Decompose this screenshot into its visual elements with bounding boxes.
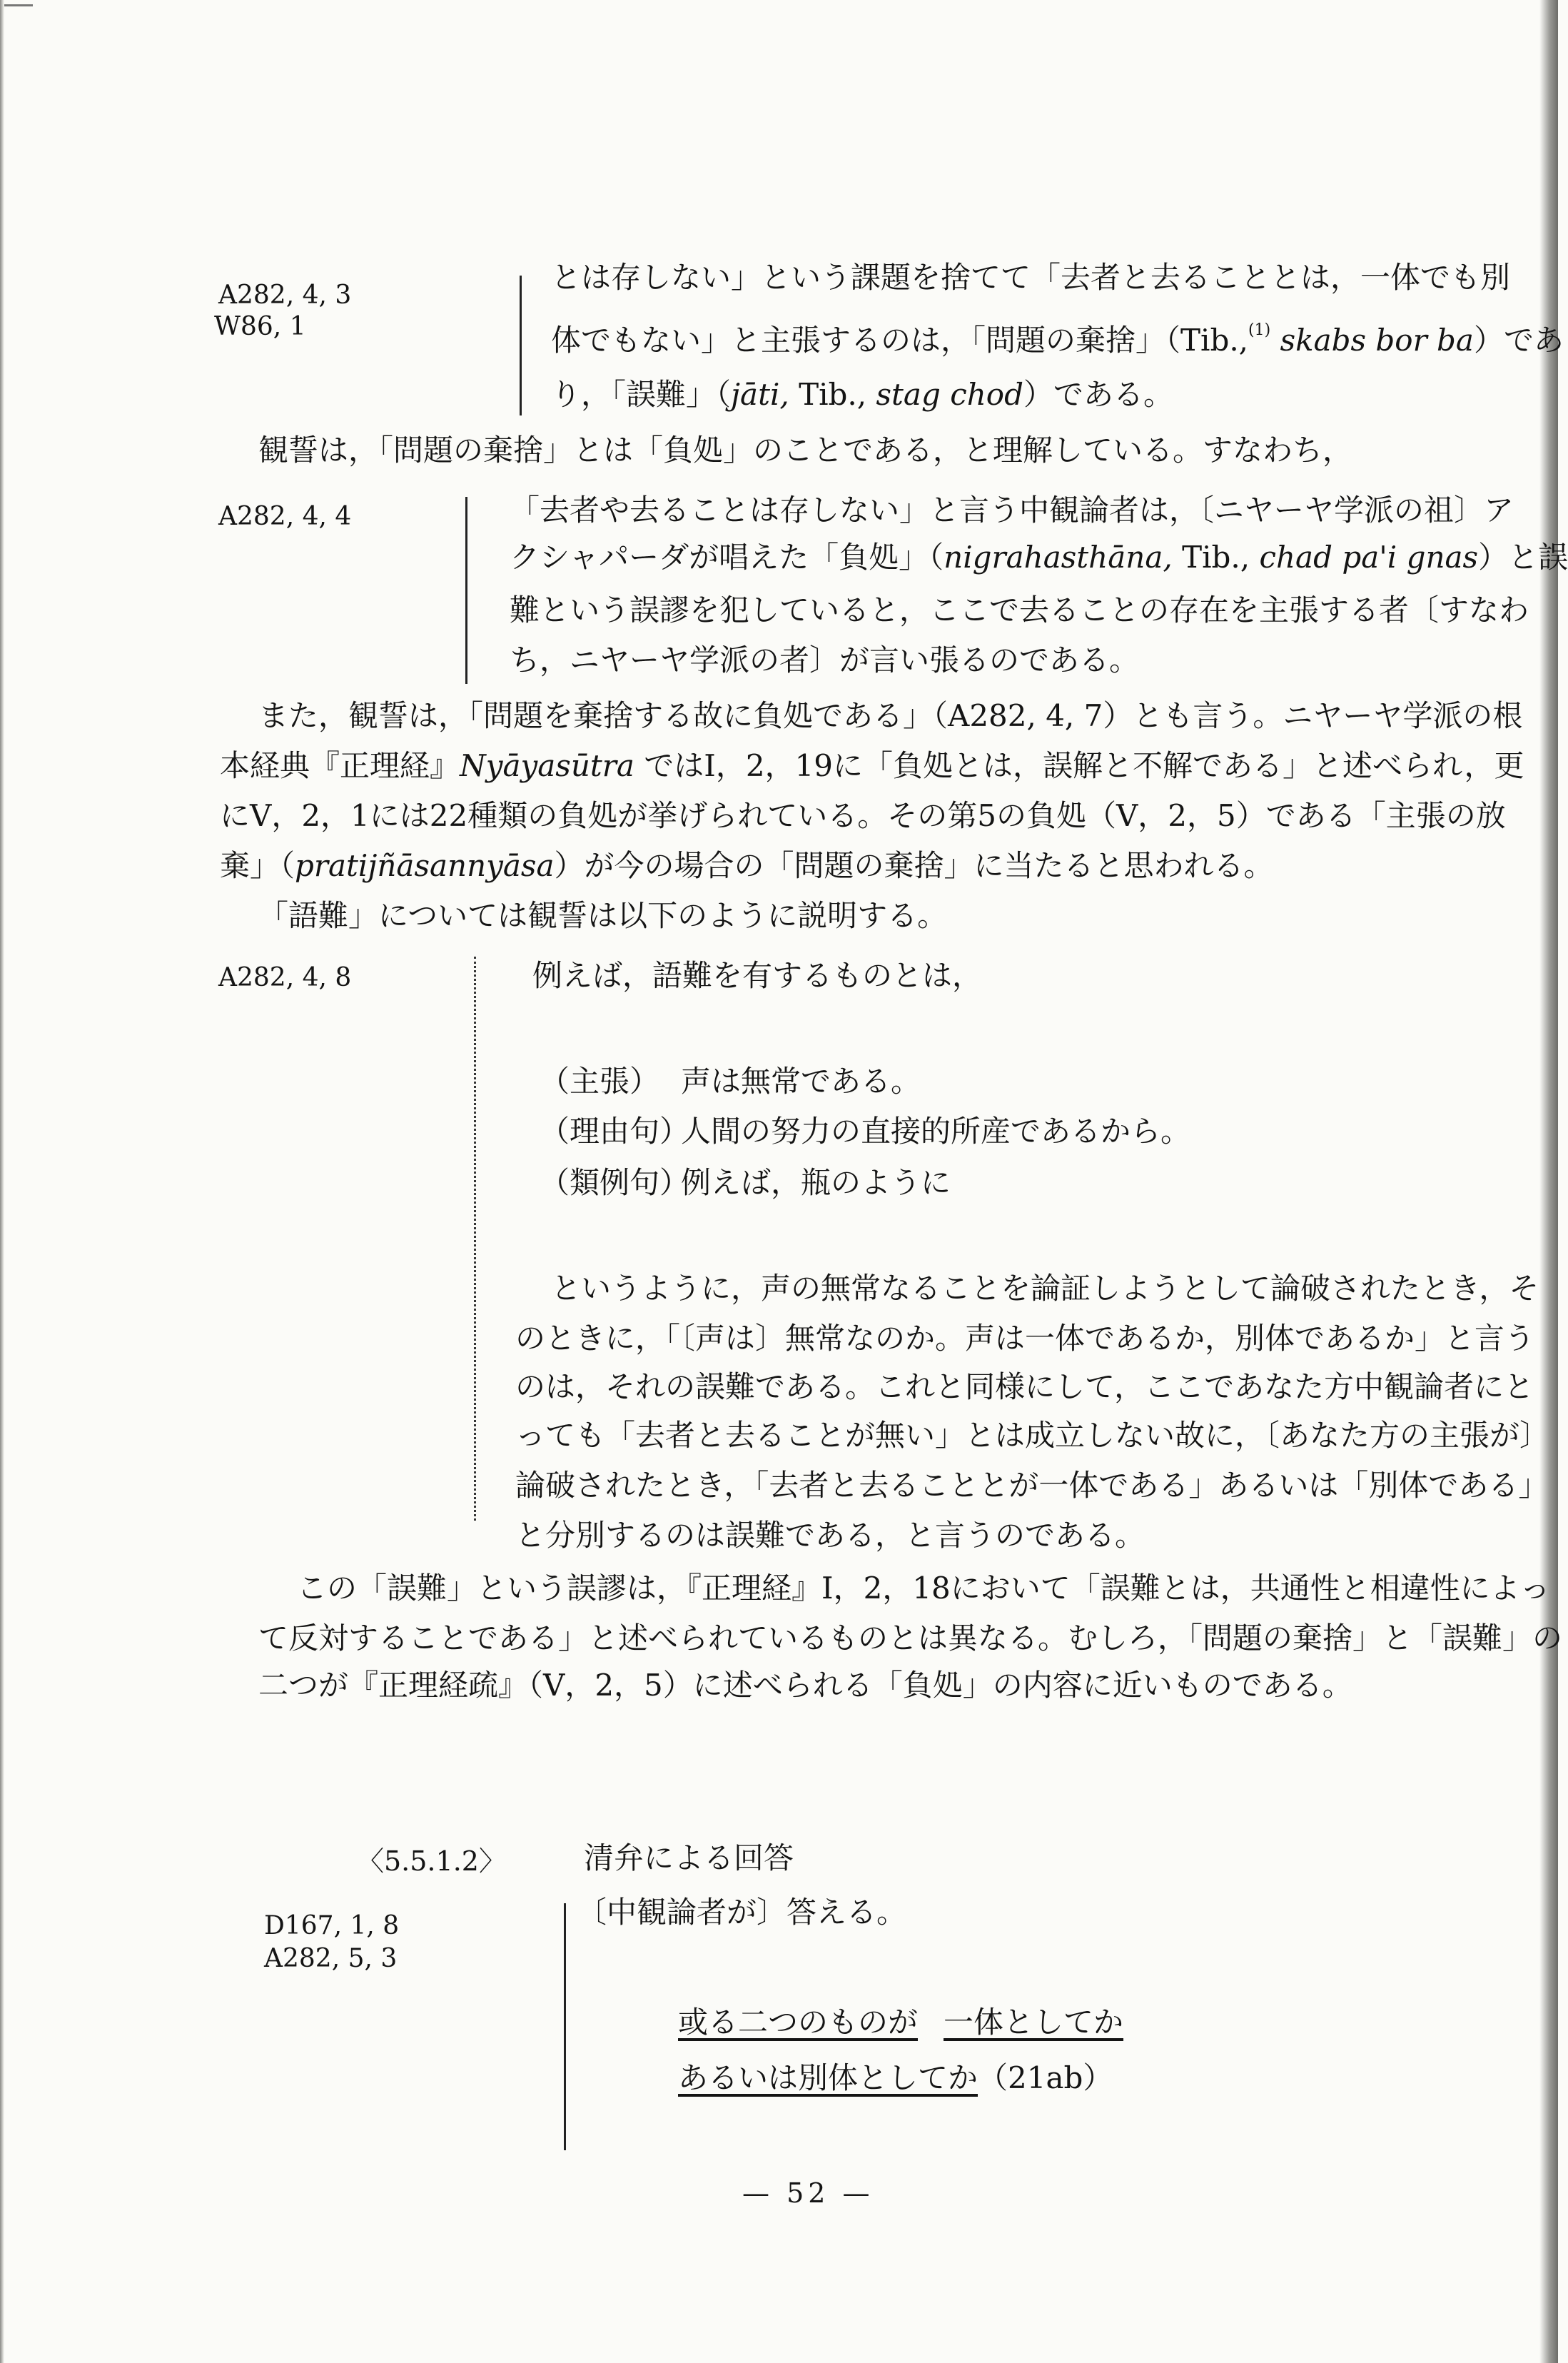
verse-line: あるいは別体としてか（21ab）: [678, 2060, 1113, 2095]
syllogism-text: 声は無常である。: [681, 1064, 921, 1099]
footnote-marker: (1): [1248, 321, 1271, 339]
paragraph-line: また，観誓は，「問題を棄捨する故に負処である」（A282, 4, 7）とも言う。ニヤーヤ学派の根: [258, 698, 1523, 733]
margin-ref: W86, 1: [214, 312, 306, 341]
paragraph-line: 本経典『正理経』Nyāyasūtra ではⅠ，2，19に「負処とは，誤解と不解である」と述べられ，更: [220, 748, 1524, 783]
text-line: 例えば，語難を有するものとは，: [532, 958, 983, 993]
section-title: 清弁による回答: [584, 1840, 794, 1875]
text-line: というように，声の無常なることを論証しようとして論破されたとき，そ: [551, 1271, 1539, 1306]
text-line: 〔中観論者が〕答える。: [577, 1895, 907, 1930]
margin-ref: A282, 4, 8: [218, 963, 352, 992]
text-line: っても「去者と去ることが無い」とは成立しない故に，〔あなた方の主張が〕: [515, 1418, 1550, 1453]
text-line: 「去者や去ることは存しない」と言う中観論者は，〔ニヤーヤ学派の祖〕ア: [510, 493, 1514, 528]
paragraph: 観誓は，「問題の棄捨」とは「負処」のことである，と理解している。すなわち，: [258, 433, 1353, 468]
text-line: 論破されたとき，「去者と去ることとが一体である」あるいは「別体である」: [515, 1468, 1549, 1503]
text-line: とは存しない」という課題を捨てて「去者と去ることとは，一体でも別: [551, 260, 1511, 295]
text-line: クシャパーダが唱えた「負処」（nigrahasthāna, Tib., chad pa'i gnas）と誤: [510, 540, 1568, 575]
section-number: 〈5.5.1.2〉: [357, 1845, 506, 1877]
verse-underlined: 一体としてか: [944, 2005, 1124, 2040]
text-line: り，「誤難」（jāti, Tib., stag chod）である。: [551, 377, 1173, 412]
syllogism-text: 人間の努力の直接的所産であるから。: [681, 1114, 1191, 1149]
text-line: 体でもない」と主張するのは，「問題の棄捨」（Tib.,$^{(1)}$ skabs bor ba）であ: [551, 321, 1564, 358]
paragraph-line: にⅤ，2，1には22種類の負処が挙げられている。その第5の負処（Ⅴ，2，5）である「主張の放: [220, 798, 1506, 833]
paragraph-line: 棄」（pratijñāsannyāsa）が今の場合の「問題の棄捨」に当たると思われる。: [220, 848, 1274, 883]
syllogism-text: 例えば，瓶のように: [681, 1165, 951, 1200]
margin-ref: A282, 4, 3: [218, 281, 352, 310]
quote-bar: [520, 276, 522, 415]
syllogism-label: （主張）: [540, 1064, 660, 1099]
verse-line: [678, 2005, 1123, 2040]
paragraph-line: 二つが『正理経疏』（Ⅴ，2，5）に述べられる「負処」の内容に近いものである。: [258, 1668, 1352, 1703]
scan-edge-left: [0, 0, 4, 2363]
text-line: 難という誤謬を犯していると，ここで去ることの存在を主張する者〔すなわ: [510, 593, 1529, 628]
page-number: — 52 —: [742, 2177, 874, 2209]
quote-bar: [564, 1903, 566, 2150]
text-line: のは，それの誤難である。これと同様にして，ここであなた方中観論者にと: [515, 1369, 1534, 1404]
text-line: のときに，「〔声は〕無常なのか。声は一体であるか，別体であるか」と言う: [515, 1321, 1535, 1356]
margin-ref: D167, 1, 8: [264, 1911, 400, 1940]
paragraph-line: この「誤難」という誤謬は，『正理経』Ⅰ，2，18において「誤難とは，共通性と相違性によっ: [297, 1571, 1550, 1606]
paragraph-line: て反対することである」と述べられているものとは異なる。むしろ，「問題の棄捨」と「誤難」の: [258, 1621, 1563, 1656]
scan-corner-mark: [4, 4, 33, 6]
text-line: と分別するのは誤難である，と言うのである。: [515, 1518, 1145, 1553]
quote-bar: [474, 957, 476, 1521]
quote-bar: [465, 497, 467, 684]
syllogism-label: （理由句）: [540, 1114, 690, 1149]
verse-underlined: あるいは別体としてか: [678, 2060, 978, 2095]
margin-ref: A282, 5, 3: [264, 1944, 398, 1973]
margin-ref: A282, 4, 4: [218, 502, 352, 531]
paragraph: 「語難」については観誓は以下のように説明する。: [258, 898, 948, 933]
syllogism-label: （類例句）: [540, 1165, 690, 1200]
text-line: ち，ニヤーヤ学派の者〕が言い張るのである。: [510, 643, 1140, 677]
verse-underlined: 或る二つのものが: [678, 2005, 919, 2040]
